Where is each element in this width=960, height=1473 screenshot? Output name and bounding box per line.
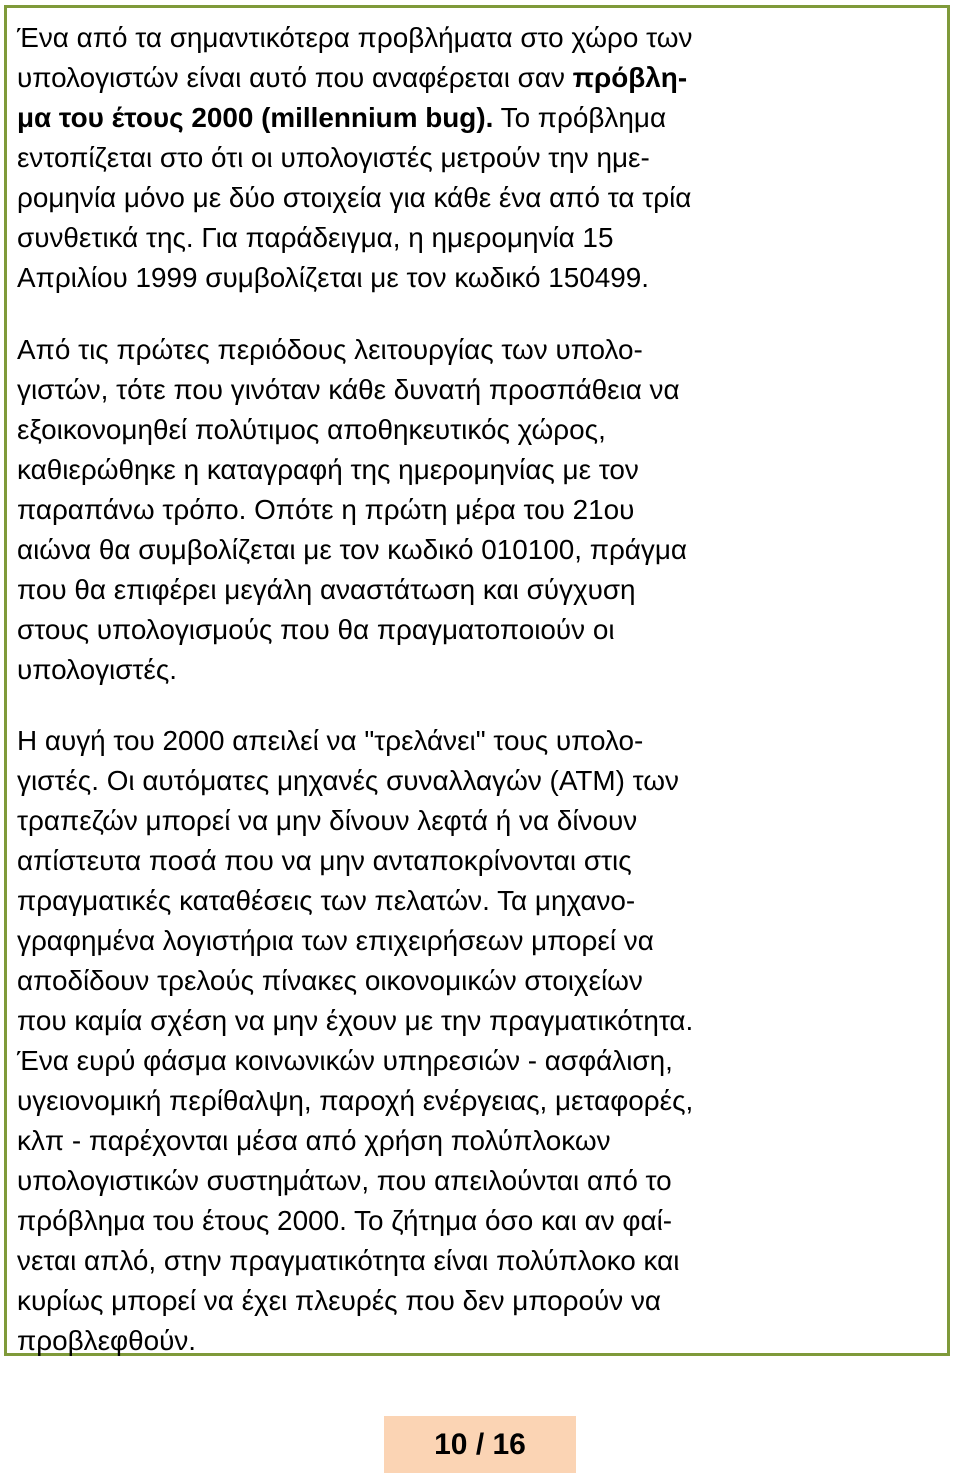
text-run: πραγματικές καταθέσεις των πελατών. Τα μηχανο- <box>17 885 636 916</box>
text-line <box>17 530 947 570</box>
text-run: Απριλίου 1999 συμβολίζεται με τον κωδικό 150499. <box>17 262 649 293</box>
text-run: νεται απλό, στην πραγματικότητα είναι πολύπλοκο και <box>17 1245 680 1276</box>
bold-text-run: πρόβλη- <box>572 62 688 93</box>
text-line <box>17 98 947 138</box>
paragraph-3 <box>17 721 947 1361</box>
text-run: τραπεζών μπορεί να μην δίνουν λεφτά ή να δίνουν <box>17 805 638 836</box>
text-line <box>17 1001 947 1041</box>
text-line <box>17 801 947 841</box>
bold-text-run: μα του έτους 2000 (millennium bug). <box>17 102 494 133</box>
text-line <box>17 1241 947 1281</box>
text-run: κυρίως μπορεί να έχει πλευρές που δεν μπορούν να <box>17 1285 662 1316</box>
text-line <box>17 450 947 490</box>
text-line <box>17 961 947 1001</box>
text-run: Ένα ευρύ φάσμα κοινωνικών υπηρεσιών - ασφάλιση, <box>17 1045 673 1076</box>
text-run: που καμία σχέση να μην έχουν με την πραγματικότητα. <box>17 1005 694 1036</box>
text-line <box>17 178 947 218</box>
text-line <box>17 490 947 530</box>
text-line <box>17 18 947 58</box>
text-line <box>17 138 947 178</box>
text-line <box>17 370 947 410</box>
text-line <box>17 921 947 961</box>
text-run: στους υπολογισμούς που θα πραγματοποιούν οι <box>17 614 615 645</box>
text-run: υγειονομική περίθαλψη, παροχή ενέργειας, μεταφορές, <box>17 1085 694 1116</box>
text-run: κλπ - παρέχονται μέσα από χρήση πολύπλοκων <box>17 1125 611 1156</box>
text-run: γιστές. Οι αυτόματες μηχανές συναλλαγών (ATM) των <box>17 765 679 796</box>
text-run: Η αυγή του 2000 απειλεί να "τρελάνει" τους υπολο- <box>17 725 644 756</box>
text-run: Ένα από τα σημαντικότερα προβλήματα στο χώρο των <box>17 22 693 53</box>
text-line <box>17 881 947 921</box>
text-run: αποδίδουν τρελούς πίνακες οικονομικών στοιχείων <box>17 965 643 996</box>
text-line <box>17 721 947 761</box>
text-run: προβλεφθούν. <box>17 1325 196 1356</box>
text-line <box>17 1281 947 1321</box>
page-number-badge <box>384 1416 576 1473</box>
text-run: υπολογιστικών συστημάτων, που απειλούνται από το <box>17 1165 672 1196</box>
paragraph-2 <box>17 330 947 690</box>
text-line <box>17 1081 947 1121</box>
text-line <box>17 1121 947 1161</box>
text-run: παραπάνω τρόπο. Οπότε η πρώτη μέρα του 21ου <box>17 494 635 525</box>
paragraph-1 <box>17 18 947 298</box>
text-line <box>17 650 947 690</box>
text-line <box>17 1161 947 1201</box>
text-line <box>17 761 947 801</box>
text-line <box>17 330 947 370</box>
text-line <box>17 570 947 610</box>
text-frame <box>4 5 950 1356</box>
text-run: απίστευτα ποσά που να μην ανταποκρίνονται στις <box>17 845 632 876</box>
text-run: που θα επιφέρει μεγάλη αναστάτωση και σύγχυση <box>17 574 636 605</box>
text-line <box>17 1321 947 1361</box>
text-line <box>17 1201 947 1241</box>
text-run: υπολογιστές. <box>17 654 178 685</box>
text-run: αιώνα θα συμβολίζεται με τον κωδικό 010100, πράγμα <box>17 534 688 565</box>
text-run: συνθετικά της. Για παράδειγμα, η ημερομηνία 15 <box>17 222 614 253</box>
text-run: Από τις πρώτες περιόδους λειτουργίας των υπολο- <box>17 334 643 365</box>
text-run: υπολογιστών είναι αυτό που αναφέρεται σαν <box>17 62 573 93</box>
page-number: 10 / 16 <box>434 1427 526 1461</box>
text-run: ρομηνία μόνο με δύο στοιχεία για κάθε ένα από τα τρία <box>17 182 692 213</box>
text-line <box>17 841 947 881</box>
text-line <box>17 1041 947 1081</box>
text-line <box>17 610 947 650</box>
text-line <box>17 218 947 258</box>
text-line <box>17 258 947 298</box>
text-run: εντοπίζεται στο ότι οι υπολογιστές μετρούν την ημε- <box>17 142 650 173</box>
text-line <box>17 58 947 98</box>
text-run: πρόβλημα του έτους 2000. Το ζήτημα όσο και αν φαί- <box>17 1205 673 1236</box>
text-line <box>17 410 947 450</box>
text-run: γραφημένα λογιστήρια των επιχειρήσεων μπορεί να <box>17 925 654 956</box>
text-run: εξοικονομηθεί πολύτιμος αποθηκευτικός χώρος, <box>17 414 606 445</box>
text-run: Το πρόβλημα <box>493 102 667 133</box>
text-run: καθιερώθηκε η καταγραφή της ημερομηνίας με τον <box>17 454 639 485</box>
text-run: γιστών, τότε που γινόταν κάθε δυνατή προσπάθεια να <box>17 374 680 405</box>
